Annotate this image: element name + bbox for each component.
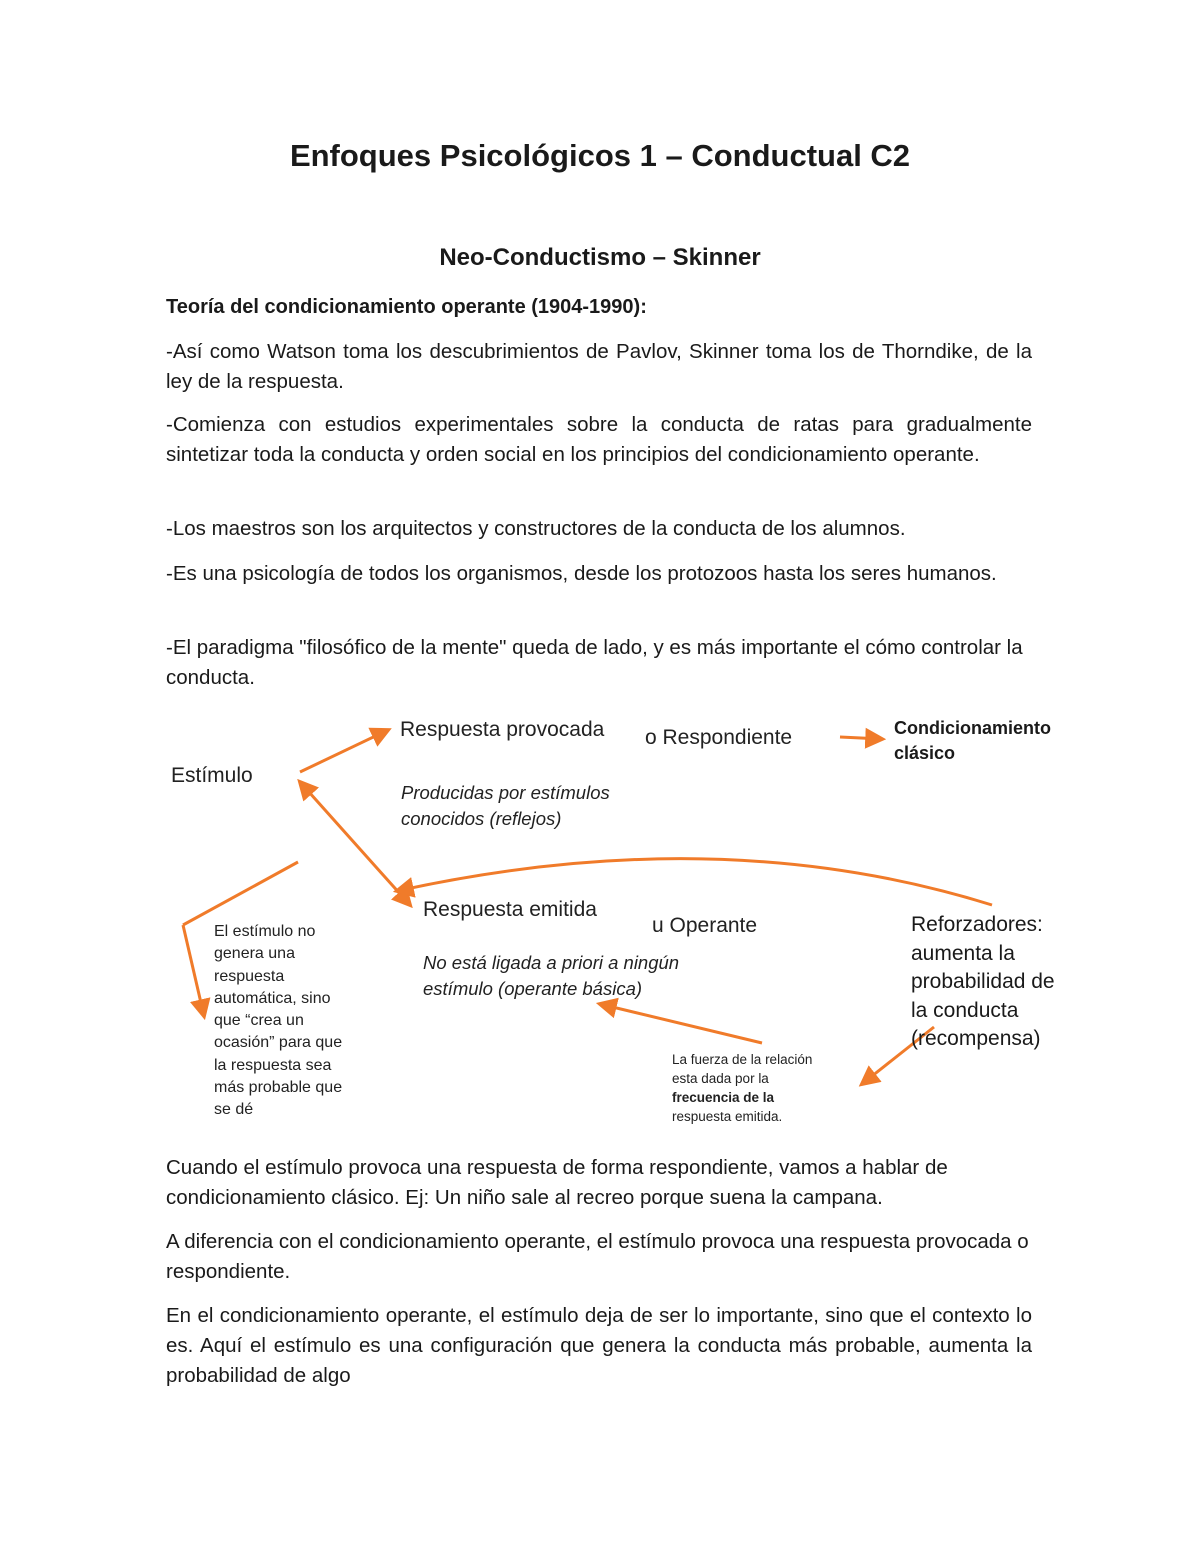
reforzadores-line-3: probabilidad de xyxy=(911,970,1055,993)
closing-paragraph-1: Cuando el estímulo provoca una respuesta de forma respondiente, vamos a hablar de condicionamiento clásico. Ej: Un niño sale al recreo porque suena la campana. xyxy=(166,1156,948,1209)
diagram-estimulo-note xyxy=(214,921,342,1122)
section-heading: Teoría del condicionamiento operante (1904-1990): xyxy=(166,296,647,318)
reforzadores-line-2: aumenta la xyxy=(911,941,1015,965)
arrow-estimulo-down xyxy=(183,862,298,925)
producidas-line-2: conocidos (reflejos) xyxy=(401,808,562,829)
fuerza-line-3: frecuencia de la xyxy=(672,1090,775,1105)
intro-paragraph-3: -Los maestros son los arquitectos y constructores de la conducta de los alumnos. xyxy=(166,517,906,540)
intro-paragraph-2: -Comienza con estudios experimentales sobre la conducta de ratas para gradualmente sintetizar toda la conducta y orden social en los principios del condicionamiento operante. xyxy=(166,413,1032,466)
reforzadores-line-1: Reforzadores: xyxy=(911,913,1043,936)
intro-paragraph-5: -El paradigma "filosófico de la mente" queda de lado, y es más importante el cómo controlar la conducta. xyxy=(166,636,1023,689)
condicionamiento-line-1: Condicionamiento xyxy=(894,718,1051,738)
estimulo-note-line-7: la respuesta sea xyxy=(214,1056,332,1074)
diagram-producidas-note xyxy=(401,780,610,832)
arrow-to-estimulo-note xyxy=(183,925,204,1016)
arrow-fuerza-to-operante xyxy=(600,1004,762,1043)
estimulo-note-line-6: ocasión” para que xyxy=(214,1034,343,1052)
diagram-respuesta-emitida: Respuesta emitida xyxy=(423,898,597,921)
diagram-fuerza-note xyxy=(672,1050,812,1126)
estimulo-note-line-2: genera una xyxy=(214,945,295,963)
diagram-operante: u Operante xyxy=(652,914,758,937)
document-title: Enfoques Psicológicos 1 – Conductual C2 xyxy=(289,138,911,173)
document-subtitle: Neo-Conductismo – Skinner xyxy=(439,244,761,271)
intro-paragraph-1: -Así como Watson toma los descubrimientos de Pavlov, Skinner toma los de Thorndike, de la ley de la respuesta. xyxy=(166,340,1032,393)
closing-paragraph-2: A diferencia con el condicionamiento operante, el estímulo provoca una respuesta provocada o respondiente. xyxy=(166,1230,1029,1283)
diagram-respuesta-provocada: Respuesta provocada xyxy=(400,718,605,741)
fuerza-line-2: esta dada por la xyxy=(672,1071,769,1086)
diagram-respondiente: o Respondiente xyxy=(645,726,793,749)
arrow-estimulo-to-provocada xyxy=(300,730,388,772)
closing-paragraph-3: En el condicionamiento operante, el estímulo deja de ser lo importante, sino que el contexto lo es. Aquí el estímulo es una configuración que genera la conducta más probable, aumenta la probabilidad de algo xyxy=(166,1304,1032,1387)
diagram-reforzadores xyxy=(911,911,1055,1054)
estimulo-note-line-9: se dé xyxy=(214,1101,254,1119)
estimulo-note-line-5: que “crea un xyxy=(214,1012,304,1030)
diagram-condicionamiento-clasico xyxy=(894,716,1078,766)
estimulo-note-line-4: automática, sino xyxy=(214,989,331,1007)
diagram-estimulo: Estímulo xyxy=(171,764,253,787)
no-ligada-line-1: No está ligada a priori a ningún xyxy=(423,952,680,973)
reforzadores-line-5: (recompensa) xyxy=(911,1027,1041,1050)
estimulo-note-line-8: más probable que xyxy=(214,1079,343,1097)
estimulo-note-line-3: respuesta xyxy=(214,967,285,985)
arrow-estimulo-to-emitida xyxy=(300,782,410,905)
no-ligada-line-2: estímulo (operante básica) xyxy=(423,978,643,999)
arrow-respondiente-to-clasico xyxy=(840,737,882,739)
fuerza-line-1: La fuerza de la relación xyxy=(672,1052,813,1067)
reforzadores-line-4: la conducta xyxy=(911,998,1019,1022)
condicionamiento-line-2: clásico xyxy=(894,743,956,763)
diagram-no-ligada-note xyxy=(423,950,679,1002)
producidas-line-1: Producidas por estímulos xyxy=(401,782,610,803)
intro-paragraph-4: -Es una psicología de todos los organismos, desde los protozoos hasta los seres humanos. xyxy=(166,562,997,585)
fuerza-line-4: respuesta emitida. xyxy=(672,1109,783,1124)
estimulo-note-line-1: El estímulo no xyxy=(214,923,316,940)
